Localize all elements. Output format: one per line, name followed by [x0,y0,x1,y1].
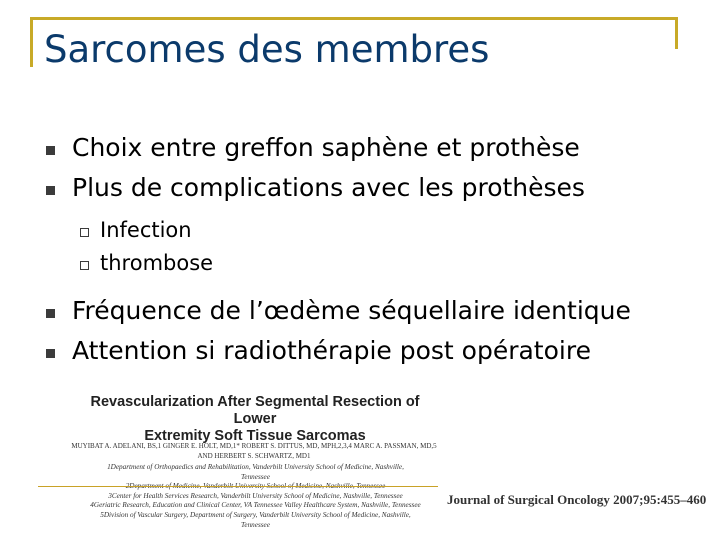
paper-affiliations [78,463,433,530]
bullet-square-icon [46,349,55,358]
paper-title [80,394,430,445]
hollow-square-icon [80,228,89,237]
paper-title-line: Extremity Soft Tissue Sarcomas [144,428,366,444]
bullet-item: Attention si radiothérapie post opératoire [72,336,591,365]
sub-bullet-item: Infection [100,218,192,242]
paper-authors-line: MUYIBAT A. ADELANI, BS,1 GINGER E. HOLT, MD,1* ROBERT S. DITTUS, MD, MPH,2,3,4 MARC A. PASSMAN, MD,5 [71,442,437,450]
bullet-item: Choix entre greffon saphène et prothèse [72,133,580,162]
paper-authors [68,441,440,461]
affiliation-line: 3Center for Health Services Research, Vanderbilt University School of Medicine, Nashville, Tennessee [108,491,403,500]
bullet-square-icon [46,186,55,195]
frame-top-border [30,17,678,20]
affiliation-line: 4Geriatric Research, Education and Clinical Center, VA Tennessee Valley Healthcare System, Nashville, Tennessee [90,501,421,510]
journal-rule [38,486,438,487]
bullet-square-icon [46,146,55,155]
frame-right-border [675,17,678,49]
slide-title: Sarcomes des membres [44,28,490,71]
affiliation-line: 1Department of Orthopaedics and Rehabilitation, Vanderbilt University School of Medicine, Nashville, [107,463,404,471]
paper-title-line: Revascularization After Segmental Resection of Lower [90,394,420,427]
journal-citation: Journal of Surgical Oncology 2007;95:455–460 [447,492,707,507]
affiliation-line: Tennessee [241,472,270,481]
paper-authors-line: AND HERBERT S. SCHWARTZ, MD1 [197,452,311,460]
paper-excerpt-image [68,386,440,536]
sub-bullet-item: thrombose [100,251,214,275]
bullet-item: Fréquence de l’œdème séquellaire identique [72,296,631,325]
bullet-item: Plus de complications avec les prothèses [72,173,585,202]
hollow-square-icon [80,261,89,270]
affiliation-line: Tennessee [241,520,270,529]
frame-left-border [30,17,33,67]
bullet-square-icon [46,309,55,318]
affiliation-line: 5Division of Vascular Surgery, Department of Surgery, Vanderbilt University School of Medicine, Nashville, [100,510,411,519]
